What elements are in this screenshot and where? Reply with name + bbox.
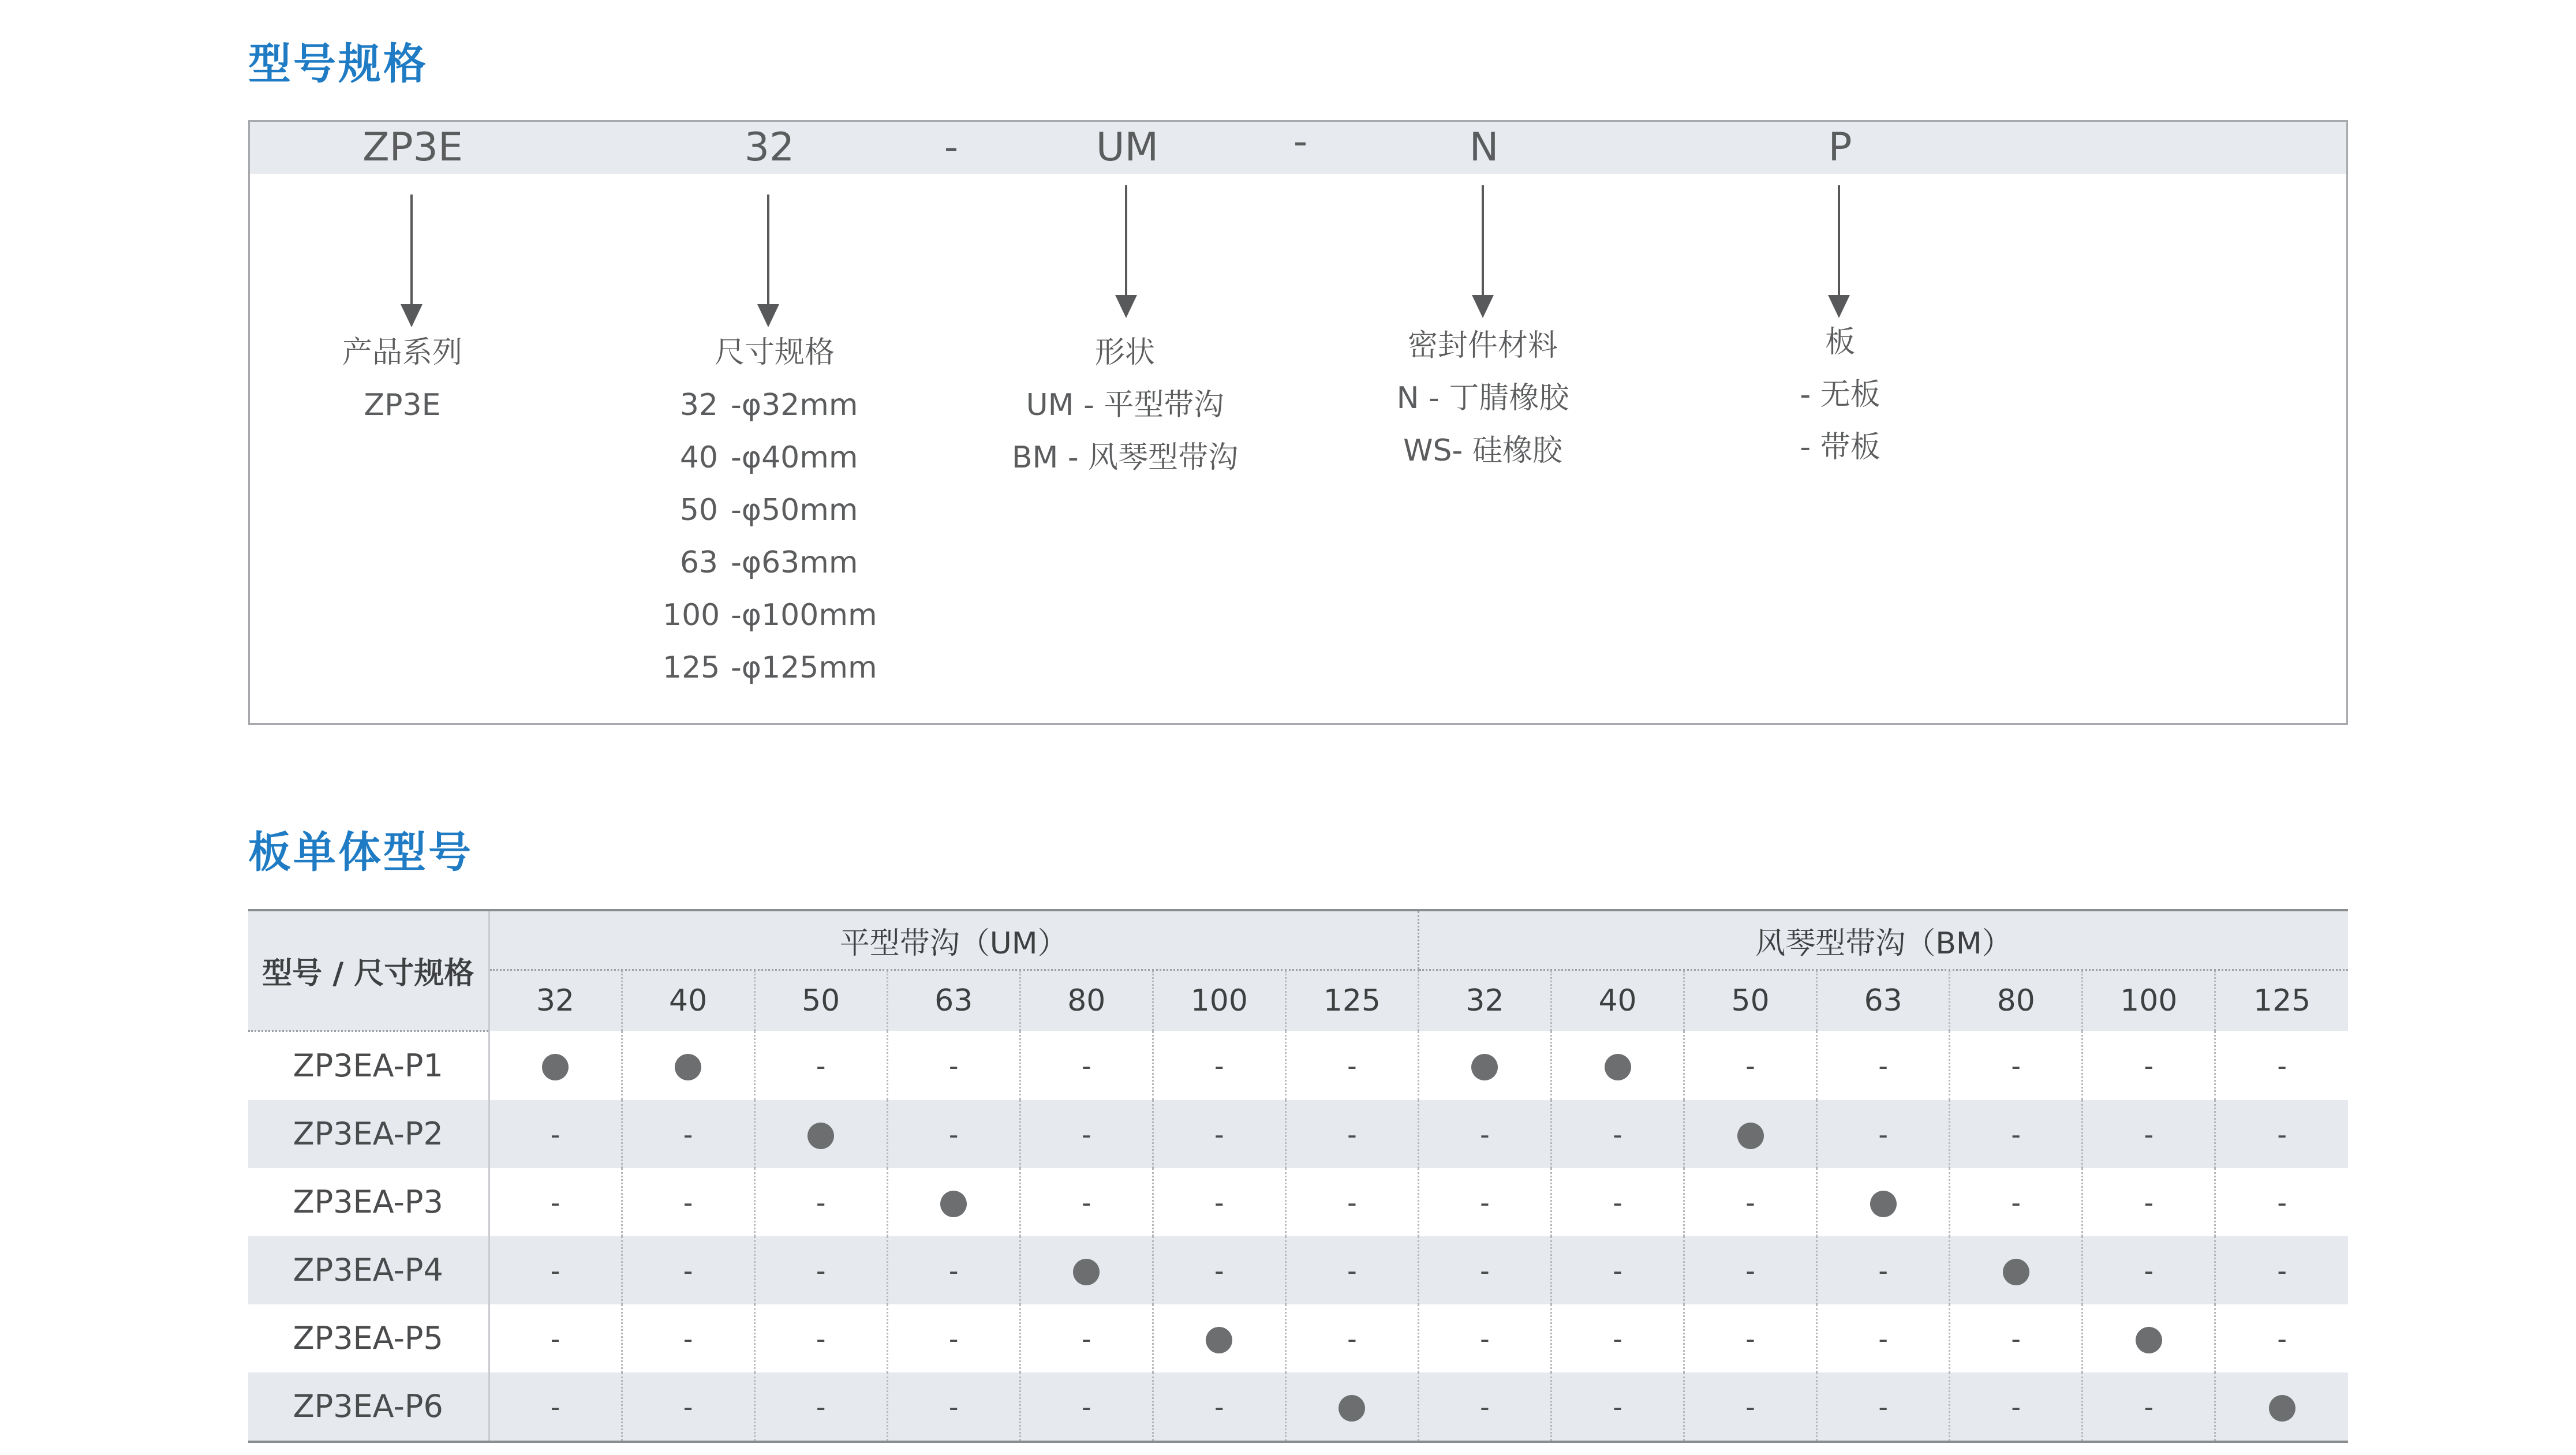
availability-cell (1551, 1236, 1684, 1304)
availability-cell (489, 1031, 622, 1100)
not-available-dash: - (1745, 1255, 1755, 1286)
availability-cell (754, 1304, 887, 1372)
not-available-dash: - (948, 1255, 959, 1286)
availability-cell (1020, 1236, 1153, 1304)
not-available-dash: - (1878, 1391, 1888, 1423)
not-available-dash: - (2144, 1255, 2154, 1286)
availability-cell (1285, 1168, 1418, 1236)
not-available-dash: - (1480, 1119, 1490, 1150)
availability-cell (2215, 1100, 2348, 1168)
availability-cell (1285, 1236, 1418, 1304)
plate-model-table (248, 909, 2348, 1443)
size-option: 50 -φ50mm (679, 493, 858, 528)
not-available-dash: - (683, 1255, 693, 1286)
availability-cell (754, 1236, 887, 1304)
availability-cell (1817, 1031, 1950, 1100)
not-available-dash: - (1480, 1255, 1490, 1286)
model-label: ZP3EA-P5 (248, 1304, 489, 1372)
not-available-dash: - (1613, 1391, 1622, 1423)
availability-cell (2083, 1031, 2215, 1100)
available-dot-icon (1870, 1191, 1897, 1217)
code-separator: - (944, 125, 959, 170)
spec-section-title: 型号规格 (248, 39, 428, 89)
not-available-dash: - (948, 1391, 959, 1423)
size-option: 40 -φ40mm (679, 440, 858, 475)
availability-cell (622, 1168, 754, 1236)
not-available-dash: - (2277, 1119, 2287, 1150)
not-available-dash: - (2144, 1391, 2154, 1423)
availability-cell (1817, 1372, 1950, 1442)
availability-cell (1285, 1304, 1418, 1372)
size-header-row (248, 970, 2348, 1031)
arrow-down-icon (1482, 185, 1484, 316)
availability-cell (2083, 1304, 2215, 1372)
not-available-dash: - (1081, 1050, 1091, 1082)
not-available-dash: - (1745, 1391, 1755, 1423)
model-label: ZP3EA-P3 (248, 1168, 489, 1236)
not-available-dash: - (1347, 1050, 1357, 1082)
availability-cell (1418, 1031, 1551, 1100)
available-dot-icon (1737, 1123, 1764, 1149)
availability-cell (489, 1100, 622, 1168)
availability-cell (1418, 1372, 1551, 1442)
size-option: 63 -φ63mm (679, 545, 858, 580)
size-column-header: 125 (2215, 970, 2348, 1031)
availability-cell (1950, 1031, 2083, 1100)
availability-cell (2215, 1031, 2348, 1100)
availability-cell (1418, 1236, 1551, 1304)
size-column-header: 40 (1551, 970, 1684, 1031)
availability-cell (1551, 1372, 1684, 1442)
not-available-dash: - (1745, 1323, 1755, 1355)
not-available-dash: - (1480, 1187, 1490, 1218)
availability-cell (1817, 1100, 1950, 1168)
not-available-dash: - (550, 1187, 560, 1218)
size-column-header: 40 (622, 970, 754, 1031)
availability-cell (1551, 1168, 1684, 1236)
availability-cell (2083, 1100, 2215, 1168)
model-label: ZP3EA-P4 (248, 1236, 489, 1304)
availability-cell (2083, 1168, 2215, 1236)
available-dot-icon (2003, 1259, 2029, 1285)
size-column-header: 63 (1817, 970, 1950, 1031)
availability-cell (1153, 1304, 1285, 1372)
available-dot-icon (675, 1054, 701, 1080)
not-available-dash: - (1347, 1255, 1357, 1286)
not-available-dash: - (1081, 1119, 1091, 1150)
model-label: ZP3EA-P6 (248, 1372, 489, 1442)
not-available-dash: - (2011, 1323, 2021, 1355)
arrow-down-icon (767, 195, 769, 325)
availability-cell (1551, 1304, 1684, 1372)
availability-cell (754, 1100, 887, 1168)
availability-cell (1020, 1100, 1153, 1168)
not-available-dash: - (1878, 1323, 1888, 1355)
model-code-bar (250, 119, 2346, 174)
availability-cell (2215, 1304, 2348, 1372)
code-size: 32 (744, 125, 795, 170)
not-available-dash: - (816, 1323, 826, 1355)
table-row (248, 1168, 2348, 1236)
not-available-dash: - (1214, 1119, 1224, 1150)
seal-description (1397, 320, 1569, 477)
shape-description (1012, 327, 1238, 484)
availability-cell (1153, 1168, 1285, 1236)
not-available-dash: - (1480, 1323, 1490, 1355)
code-plate: P (1828, 125, 1852, 170)
size-description (663, 327, 877, 694)
code-seal: N (1469, 125, 1499, 170)
series-description (342, 327, 462, 432)
not-available-dash: - (550, 1119, 560, 1150)
not-available-dash: - (1081, 1187, 1091, 1218)
seal-option: WS- 硅橡胶 (1403, 433, 1562, 468)
table-row (248, 1304, 2348, 1372)
available-dot-icon (1073, 1259, 1100, 1285)
availability-cell (1153, 1372, 1285, 1442)
not-available-dash: - (550, 1323, 560, 1355)
size-column-header: 100 (1153, 970, 1285, 1031)
not-available-dash: - (1081, 1323, 1091, 1355)
code-series: ZP3E (362, 125, 463, 170)
availability-cell (1684, 1372, 1817, 1442)
availability-cell (1684, 1236, 1817, 1304)
size-column-header: 50 (1684, 970, 1817, 1031)
availability-cell (1418, 1304, 1551, 1372)
availability-cell (1684, 1168, 1817, 1236)
size-column-header: 125 (1285, 970, 1418, 1031)
available-dot-icon (1471, 1054, 1498, 1080)
plate-description (1800, 316, 1880, 474)
size-column-header: 80 (1020, 970, 1153, 1031)
plate-option: - 无板 (1800, 377, 1880, 412)
not-available-dash: - (2277, 1255, 2287, 1286)
availability-cell (887, 1100, 1020, 1168)
model-label: ZP3EA-P2 (248, 1100, 489, 1168)
not-available-dash: - (2144, 1119, 2154, 1150)
available-dot-icon (807, 1123, 834, 1149)
availability-cell (2215, 1236, 2348, 1304)
available-dot-icon (542, 1054, 569, 1080)
availability-cell (1285, 1372, 1418, 1442)
available-dot-icon (1339, 1395, 1365, 1422)
availability-cell (754, 1168, 887, 1236)
not-available-dash: - (1214, 1255, 1224, 1286)
size-column-header: 100 (2083, 970, 2215, 1031)
not-available-dash: - (683, 1323, 693, 1355)
size-column-header: 32 (489, 970, 622, 1031)
availability-cell (1817, 1304, 1950, 1372)
size-option: 100 -φ100mm (663, 598, 877, 633)
not-available-dash: - (683, 1187, 693, 1218)
availability-cell (754, 1031, 887, 1100)
availability-cell (489, 1168, 622, 1236)
availability-cell (1551, 1031, 1684, 1100)
not-available-dash: - (683, 1391, 693, 1423)
plate-option: - 带板 (1800, 430, 1880, 465)
arrow-down-icon (1125, 185, 1127, 316)
code-separator: - (1293, 119, 1308, 164)
not-available-dash: - (816, 1391, 826, 1423)
availability-cell (1418, 1168, 1551, 1236)
code-shape: UM (1096, 125, 1159, 170)
not-available-dash: - (550, 1255, 560, 1286)
availability-cell (2083, 1236, 2215, 1304)
not-available-dash: - (1347, 1187, 1357, 1218)
not-available-dash: - (1214, 1050, 1224, 1082)
availability-cell (887, 1168, 1020, 1236)
size-column-header: 80 (1950, 970, 2083, 1031)
shape-option: UM - 平型带沟 (1026, 388, 1224, 422)
availability-cell (1817, 1168, 1950, 1236)
not-available-dash: - (1613, 1323, 1622, 1355)
not-available-dash: - (1214, 1187, 1224, 1218)
availability-cell (1950, 1304, 2083, 1372)
table-row (248, 1031, 2348, 1100)
availability-cell (1950, 1100, 2083, 1168)
not-available-dash: - (2011, 1391, 2021, 1423)
shape-option: BM - 风琴型带沟 (1011, 440, 1239, 475)
availability-cell (622, 1031, 754, 1100)
not-available-dash: - (1878, 1050, 1888, 1082)
group-header-bm: 风琴型带沟（BM） (1418, 910, 2348, 970)
not-available-dash: - (1347, 1119, 1357, 1150)
not-available-dash: - (1480, 1391, 1490, 1423)
availability-cell (887, 1236, 1020, 1304)
availability-cell (622, 1100, 754, 1168)
not-available-dash: - (2011, 1119, 2021, 1150)
not-available-dash: - (2144, 1187, 2154, 1218)
available-dot-icon (2269, 1395, 2295, 1422)
not-available-dash: - (550, 1391, 560, 1423)
availability-cell (1153, 1100, 1285, 1168)
availability-cell (1418, 1100, 1551, 1168)
availability-cell (489, 1304, 622, 1372)
availability-cell (1684, 1031, 1817, 1100)
availability-cell (1153, 1236, 1285, 1304)
not-available-dash: - (1878, 1119, 1888, 1150)
size-option: 125 -φ125mm (663, 650, 877, 685)
availability-cell (1020, 1168, 1153, 1236)
availability-cell (1020, 1372, 1153, 1442)
available-dot-icon (940, 1191, 967, 1217)
availability-cell (1285, 1100, 1418, 1168)
size-column-header: 63 (887, 970, 1020, 1031)
not-available-dash: - (1745, 1187, 1755, 1218)
not-available-dash: - (2011, 1050, 2021, 1082)
size-column-header: 50 (754, 970, 887, 1031)
not-available-dash: - (816, 1187, 826, 1218)
model-label: ZP3EA-P1 (248, 1031, 489, 1100)
availability-cell (1684, 1304, 1817, 1372)
table-row (248, 1236, 2348, 1304)
shape-heading: 形状 (1094, 335, 1155, 370)
arrow-down-icon (410, 195, 413, 325)
availability-cell (2215, 1372, 2348, 1442)
availability-cell (887, 1372, 1020, 1442)
availability-cell (1950, 1236, 2083, 1304)
availability-cell (2083, 1372, 2215, 1442)
availability-cell (887, 1031, 1020, 1100)
size-option: 32 -φ32mm (679, 388, 858, 422)
arrow-down-icon (1838, 185, 1840, 316)
availability-cell (1020, 1304, 1153, 1372)
seal-option: N - 丁腈橡胶 (1396, 381, 1569, 416)
availability-cell (1950, 1168, 2083, 1236)
not-available-dash: - (2277, 1050, 2287, 1082)
size-column-header: 32 (1418, 970, 1551, 1031)
availability-cell (887, 1304, 1020, 1372)
not-available-dash: - (1613, 1255, 1622, 1286)
availability-cell (1285, 1031, 1418, 1100)
not-available-dash: - (948, 1323, 959, 1355)
not-available-dash: - (2144, 1050, 2154, 1082)
availability-cell (622, 1304, 754, 1372)
availability-cell (1817, 1236, 1950, 1304)
size-heading: 尺寸规格 (715, 335, 835, 370)
availability-cell (1950, 1372, 2083, 1442)
seal-heading: 密封件材料 (1407, 328, 1558, 363)
matrix-section-title: 板单体型号 (248, 828, 473, 877)
availability-cell (622, 1372, 754, 1442)
not-available-dash: - (1347, 1323, 1357, 1355)
availability-cell (1684, 1100, 1817, 1168)
not-available-dash: - (1081, 1391, 1091, 1423)
not-available-dash: - (816, 1050, 826, 1082)
availability-cell (754, 1372, 887, 1442)
series-value: ZP3E (364, 388, 441, 422)
not-available-dash: - (2011, 1187, 2021, 1218)
availability-cell (1153, 1031, 1285, 1100)
availability-cell (1551, 1100, 1684, 1168)
series-heading: 产品系列 (342, 335, 463, 370)
available-dot-icon (2136, 1327, 2162, 1353)
not-available-dash: - (1745, 1050, 1755, 1082)
not-available-dash: - (816, 1255, 826, 1286)
not-available-dash: - (2277, 1187, 2287, 1218)
available-dot-icon (1206, 1327, 1232, 1353)
not-available-dash: - (2277, 1323, 2287, 1355)
availability-cell (489, 1236, 622, 1304)
not-available-dash: - (1214, 1391, 1224, 1423)
not-available-dash: - (1613, 1119, 1622, 1150)
availability-cell (622, 1236, 754, 1304)
availability-cell (489, 1372, 622, 1442)
group-header-um: 平型带沟（UM） (489, 910, 1418, 970)
table-row (248, 1372, 2348, 1442)
not-available-dash: - (948, 1050, 959, 1082)
table-row (248, 1100, 2348, 1168)
not-available-dash: - (1613, 1187, 1622, 1218)
not-available-dash: - (1878, 1255, 1888, 1286)
not-available-dash: - (683, 1119, 693, 1150)
availability-cell (1020, 1031, 1153, 1100)
table-corner-header: 型号 / 尺寸规格 (248, 910, 489, 1031)
not-available-dash: - (948, 1119, 959, 1150)
availability-cell (2215, 1168, 2348, 1236)
model-code-box (248, 120, 2348, 725)
available-dot-icon (1605, 1054, 1631, 1080)
plate-heading: 板 (1824, 325, 1856, 360)
